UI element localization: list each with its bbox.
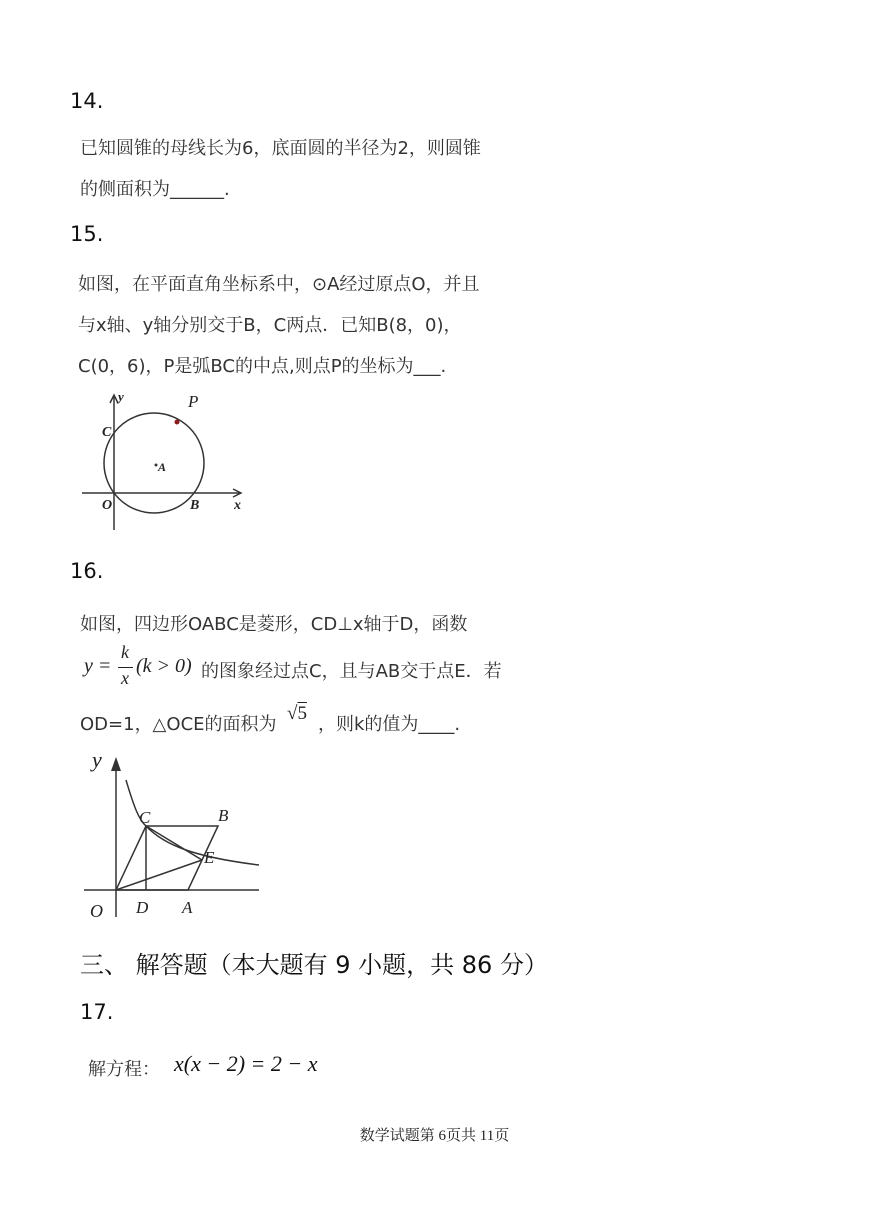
q15-line2: 与x轴、y轴分别交于B，C两点．已知B(8，0)， <box>78 315 462 336</box>
q15-label-y: y <box>118 389 124 404</box>
q16-label-a: A <box>182 898 193 917</box>
q14-number: 14. <box>70 89 104 113</box>
q16-formula-x: x <box>121 668 129 688</box>
q17-prompt: 解方程： <box>88 1059 160 1080</box>
q16-formula-y: y = <box>84 655 112 677</box>
q16-oe-line <box>116 860 202 890</box>
q15-label-b: B <box>190 498 200 513</box>
q16-label-y: y <box>92 747 102 772</box>
q16-line3-post: ，则k的值为____. <box>318 714 461 735</box>
q16-number: 16. <box>70 559 104 583</box>
section-heading: 三、 解答题（本大题有 9 小题，共 86 分） <box>80 951 548 979</box>
q15-number: 15. <box>70 222 104 246</box>
q15-circle-figure <box>78 385 258 535</box>
q16-label-b: B <box>218 806 229 825</box>
q16-ce-line <box>146 826 202 860</box>
q15-label-x: x <box>234 498 241 513</box>
q14-line1: 已知圆锥的母线长为6，底面圆的半径为2，则圆锥 <box>80 138 481 159</box>
page-footer: 数学试题第 6页共 11页 <box>359 1128 510 1144</box>
q17-equation: x(x − 2) = 2 − x <box>174 1051 318 1076</box>
q16-label-d: D <box>136 898 149 917</box>
q16-line3-pre: OD=1，△OCE的面积为 <box>80 714 277 735</box>
q15-line3: C(0，6)，P是弧BC的中点,则点P的坐标为___. <box>78 356 447 377</box>
q17-number: 17. <box>80 1000 114 1024</box>
q16-line2-rest: 的图象经过点C，且与AB交于点E．若 <box>201 661 502 682</box>
q15-label-a: A <box>158 460 167 474</box>
q15-label-c: C <box>102 425 112 440</box>
q16-label-o: O <box>90 901 103 921</box>
q15-circle <box>104 413 204 513</box>
q16-rhombus-figure <box>84 745 269 925</box>
q14-line2: 的侧面积为______. <box>80 179 230 200</box>
q16-sqrt-value: 5 <box>297 703 307 724</box>
q16-rhombus <box>116 826 218 890</box>
q15-line1: 如图，在平面直角坐标系中，⊙A经过原点O，并且 <box>78 274 480 295</box>
q16-line1: 如图，四边形OABC是菱形，CD⊥x轴于D，函数 <box>80 614 468 635</box>
q15-label-p: P <box>188 392 199 411</box>
q15-label-o: O <box>102 498 113 513</box>
q16-y-arrow <box>111 757 121 771</box>
q16-formula-cond: (k > 0) <box>136 655 192 677</box>
q15-point-p <box>175 420 180 425</box>
q16-sqrt: √5 <box>287 703 307 724</box>
q16-label-e: E <box>204 848 215 867</box>
q16-label-c: C <box>139 808 151 827</box>
q16-formula-k: k <box>121 642 129 662</box>
